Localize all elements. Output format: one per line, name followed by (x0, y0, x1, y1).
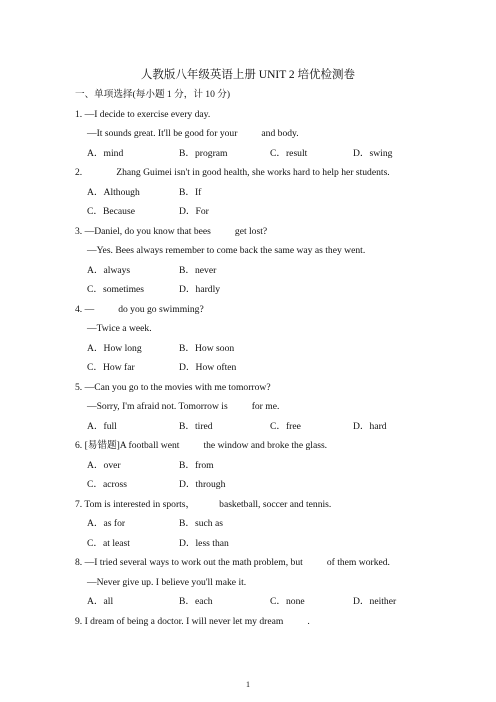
option: C．free (270, 421, 301, 432)
option: C．across (87, 479, 127, 490)
option: D．neither (353, 596, 397, 607)
question-6-stem: 6. [易错题]A football went the window and broke the glass. (75, 440, 328, 451)
option: A．over (87, 460, 121, 471)
option: B．from (179, 460, 214, 471)
option: C．How far (87, 362, 135, 373)
option: B．program (179, 148, 228, 159)
option: A．Although (87, 187, 140, 198)
option: A．mind (87, 148, 124, 159)
question-2-stem: 2. Zhang Guimei isn't in good health, she works hard to help her students. (75, 167, 390, 178)
option: B．such as (179, 518, 223, 529)
option: A．always (87, 265, 131, 276)
option: C．result (270, 148, 308, 159)
option: C．at least (87, 538, 130, 549)
option: A．all (87, 596, 114, 607)
option: D．For (179, 206, 209, 217)
question-4-reply: —Twice a week. (87, 323, 152, 334)
option: B．How soon (179, 343, 235, 354)
question-3-stem: 3. —Daniel, do you know that bees get lost? (75, 226, 268, 237)
option: C．none (270, 596, 305, 607)
question-1-reply: —It sounds great. It'll be good for your and body. (87, 128, 299, 139)
question-5-stem: 5. —Can you go to the movies with me tomorrow? (75, 382, 271, 393)
option: B．each (179, 596, 213, 607)
page-title: 人教版八年级英语上册 UNIT 2 培优检测卷 (140, 69, 356, 81)
question-8-reply: —Never give up. I believe you'll make it. (87, 577, 247, 588)
question-8-stem: 8. —I tried several ways to work out the math problem, but of them worked. (75, 557, 390, 568)
option: D．How often (179, 362, 237, 373)
question-7-stem: 7. Tom is interested in sports， basketball, soccer and tennis. (75, 499, 332, 510)
option: C．Because (87, 206, 135, 217)
option: D．swing (353, 148, 393, 159)
option: D．through (179, 479, 226, 490)
question-5-reply: —Sorry, I'm afraid not. Tomorrow is for me. (87, 401, 280, 412)
page-number: 1 (246, 680, 250, 689)
question-9-stem: 9. I dream of being a doctor. I will never let my dream . (75, 616, 310, 627)
option: D．hardly (179, 284, 221, 295)
question-4-stem: 4. — do you go swimming? (75, 304, 204, 315)
option: A．full (87, 421, 117, 432)
option: D．hard (353, 421, 387, 432)
option: B．If (179, 187, 202, 198)
section-heading: 一、单项选择(每小题 1 分，计 10 分) (75, 89, 231, 100)
option: B．tired (179, 421, 213, 432)
option: C．sometimes (87, 284, 145, 295)
option: D．less than (179, 538, 229, 549)
question-3-reply: —Yes. Bees always remember to come back the same way as they went. (87, 245, 366, 256)
option: A．How long (87, 343, 142, 354)
question-1-stem: 1. —I decide to exercise every day. (75, 109, 211, 120)
option: B．never (179, 265, 217, 276)
option: A．as for (87, 518, 126, 529)
